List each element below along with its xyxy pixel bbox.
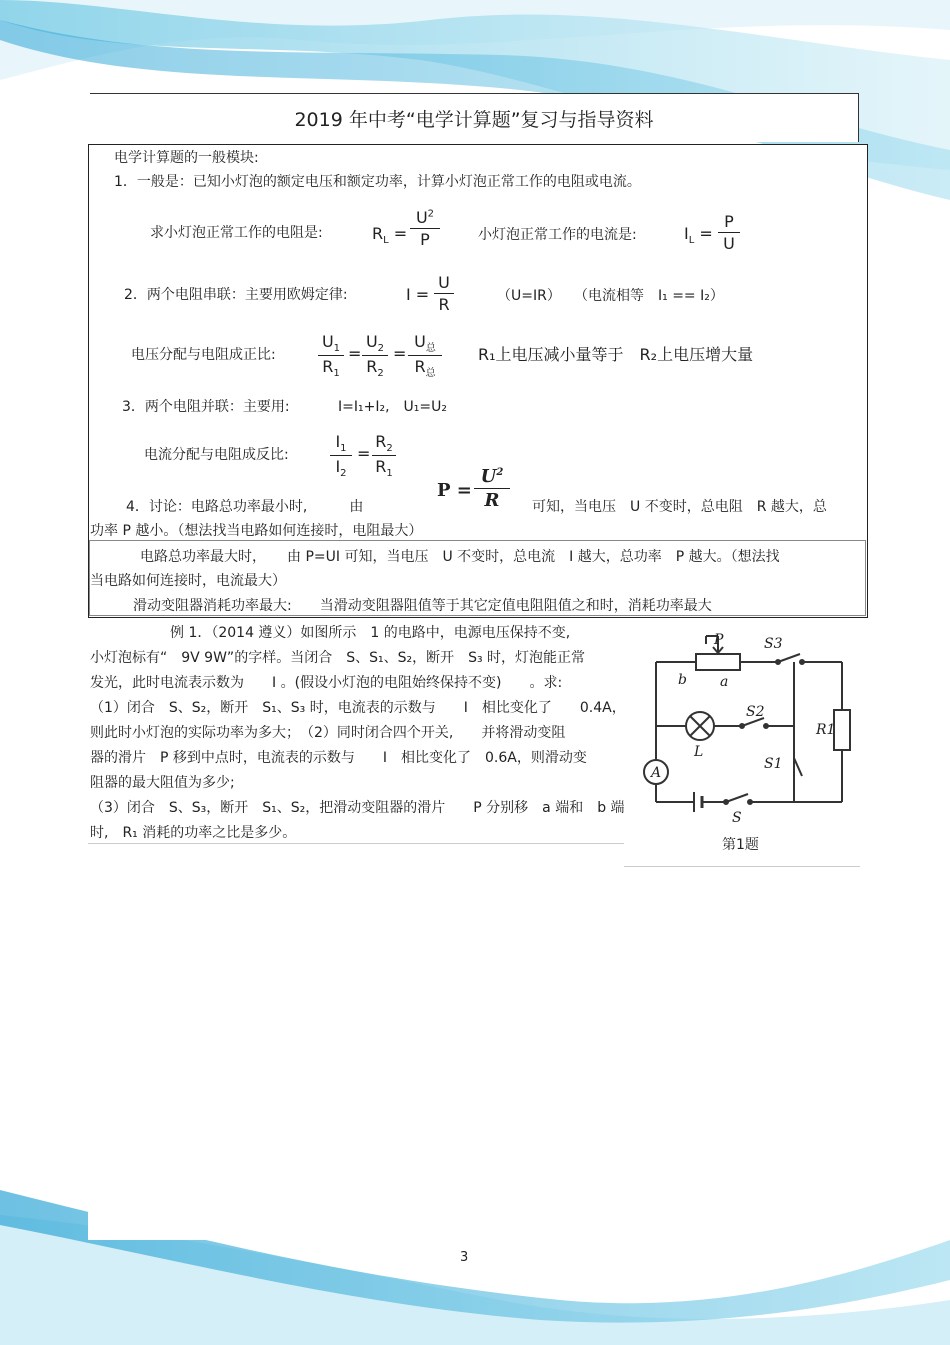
item2-note2: （电流相等 I₁ == I₂） bbox=[574, 288, 724, 304]
example-line: 时, R₁ 消耗的功率之比是多少。 bbox=[90, 825, 297, 841]
item3-formula: I=I₁+I₂, U₁=U₂ bbox=[338, 399, 447, 415]
label-r1: R1 bbox=[816, 722, 836, 738]
example-line: 例 1．（2014 遵义）如图所示 1 的电路中，电源电压保持不变, bbox=[170, 625, 571, 641]
example-line: 器的滑片 P 移到中点时，电流表的示数与 I 相比变化了 0.6A，则滑动变 bbox=[90, 750, 587, 766]
equals-sign: = bbox=[348, 344, 362, 363]
resistance-label: 求小灯泡正常工作的电阻是: bbox=[150, 225, 323, 241]
rl-symbol: $R_L$ = bbox=[372, 224, 408, 247]
label-s1: S1 bbox=[764, 756, 783, 772]
current-ratio-label: 电流分配与电阻成反比: bbox=[144, 447, 289, 463]
formula-u2-over-p: $U^2$ P bbox=[410, 208, 440, 249]
current-label: 小灯泡正常工作的电流是: bbox=[478, 227, 637, 243]
power-formula-lhs: P = bbox=[437, 480, 472, 501]
item2-text: 2．两个电阻串联：主要用欧姆定律: bbox=[124, 287, 348, 303]
i-symbol: I = bbox=[406, 285, 430, 304]
example-line: （1）闭合 S、S₂，断开 S₁、S₃ 时，电流表的示数与 I 相比变化了 0.4A， bbox=[90, 700, 626, 716]
formula-u2-r2: $U_2$ $R_2$ bbox=[362, 332, 388, 379]
page-title: 2019 年中考“电学计算题”复习与指导资料 bbox=[294, 109, 654, 131]
figure-caption: 第1题 bbox=[722, 837, 759, 853]
label-b: b bbox=[678, 672, 687, 688]
label-s2: S2 bbox=[746, 704, 765, 720]
equals-sign: = bbox=[357, 444, 371, 463]
formula-u-over-r: U R bbox=[434, 273, 454, 314]
divider bbox=[88, 843, 624, 844]
page-number: 3 bbox=[460, 1250, 469, 1265]
formula-r2-r1: $R_2$ $R_1$ bbox=[372, 432, 396, 479]
il-symbol: $I_L$ = bbox=[684, 224, 713, 247]
max-power-text-a: 电路总功率最大时， 由 P=UI 可知，当电压 U 不变时，总电流 I 越大，总功率 P 越大。（想法找 bbox=[140, 549, 780, 565]
equals-sign: = bbox=[393, 344, 407, 363]
example-line: （3）闭合 S、S₃，断开 S₁、S₂，把滑动变阻器的滑片 P 分别移 a 端和 b 端 bbox=[90, 800, 625, 816]
max-power-text-b: 当电路如何连接时，电流最大） bbox=[90, 573, 286, 589]
item4-text-c: 功率 P 越小。（想法找当电路如何连接时，电阻最大） bbox=[90, 523, 423, 539]
item3-text: 3．两个电阻并联：主要用: bbox=[122, 399, 290, 415]
item1-text: 1．一般是：已知小灯泡的额定电压和额定功率，计算小灯泡正常工作的电阻或电流。 bbox=[114, 174, 641, 190]
item4-text-b: 可知，当电压 U 不变时，总电阻 R 越大，总 bbox=[532, 499, 827, 515]
label-s: S bbox=[732, 810, 742, 826]
formula-p-over-u: P U bbox=[718, 212, 740, 253]
circuit-diagram bbox=[636, 626, 854, 858]
formula-u2-over-r: $U^2$ R bbox=[474, 466, 510, 511]
item2-note1: （U=IR） bbox=[497, 288, 561, 304]
label-a: a bbox=[720, 674, 729, 690]
example-line: 阻器的最大阻值为多少; bbox=[90, 775, 235, 791]
voltage-note: R₁上电压减小量等于 R₂上电压增大量 bbox=[478, 345, 754, 364]
label-s3: S3 bbox=[764, 636, 783, 652]
rheostat-text: 滑动变阻器消耗功率最大: 当滑动变阻器阻值等于其它定值电阻阻值之和时，消耗功率最大 bbox=[133, 598, 712, 614]
label-a-meter: A bbox=[651, 765, 662, 781]
divider bbox=[624, 866, 860, 867]
example-line: 发光，此时电流表示数为 I 。(假设小灯泡的电阻始终保持不变) 。求: bbox=[90, 675, 563, 691]
voltage-ratio-label: 电压分配与电阻成正比: bbox=[131, 347, 276, 363]
label-p: P bbox=[714, 632, 724, 648]
item4-text-a: 4．讨论：电路总功率最小时, 由 bbox=[126, 499, 364, 515]
formula-utotal-rtotal: $U_总$ $R_总$ bbox=[408, 332, 442, 379]
formula-u1-r1: $U_1$ $R_1$ bbox=[318, 332, 344, 379]
formula-i1-i2: $I_1$ $I_2$ bbox=[330, 432, 352, 479]
example-line: 则此时小灯泡的实际功率为多大； （2）同时闭合四个开关, 并将滑动变阻 bbox=[90, 725, 566, 741]
label-l: L bbox=[694, 744, 704, 760]
example-line: 小灯泡标有“ 9V 9W”的字样。当闭合 S、S₁、S₂，断开 S₃ 时，灯泡能正常 bbox=[90, 650, 586, 666]
intro-text: 电学计算题的一般模块: bbox=[114, 150, 259, 166]
